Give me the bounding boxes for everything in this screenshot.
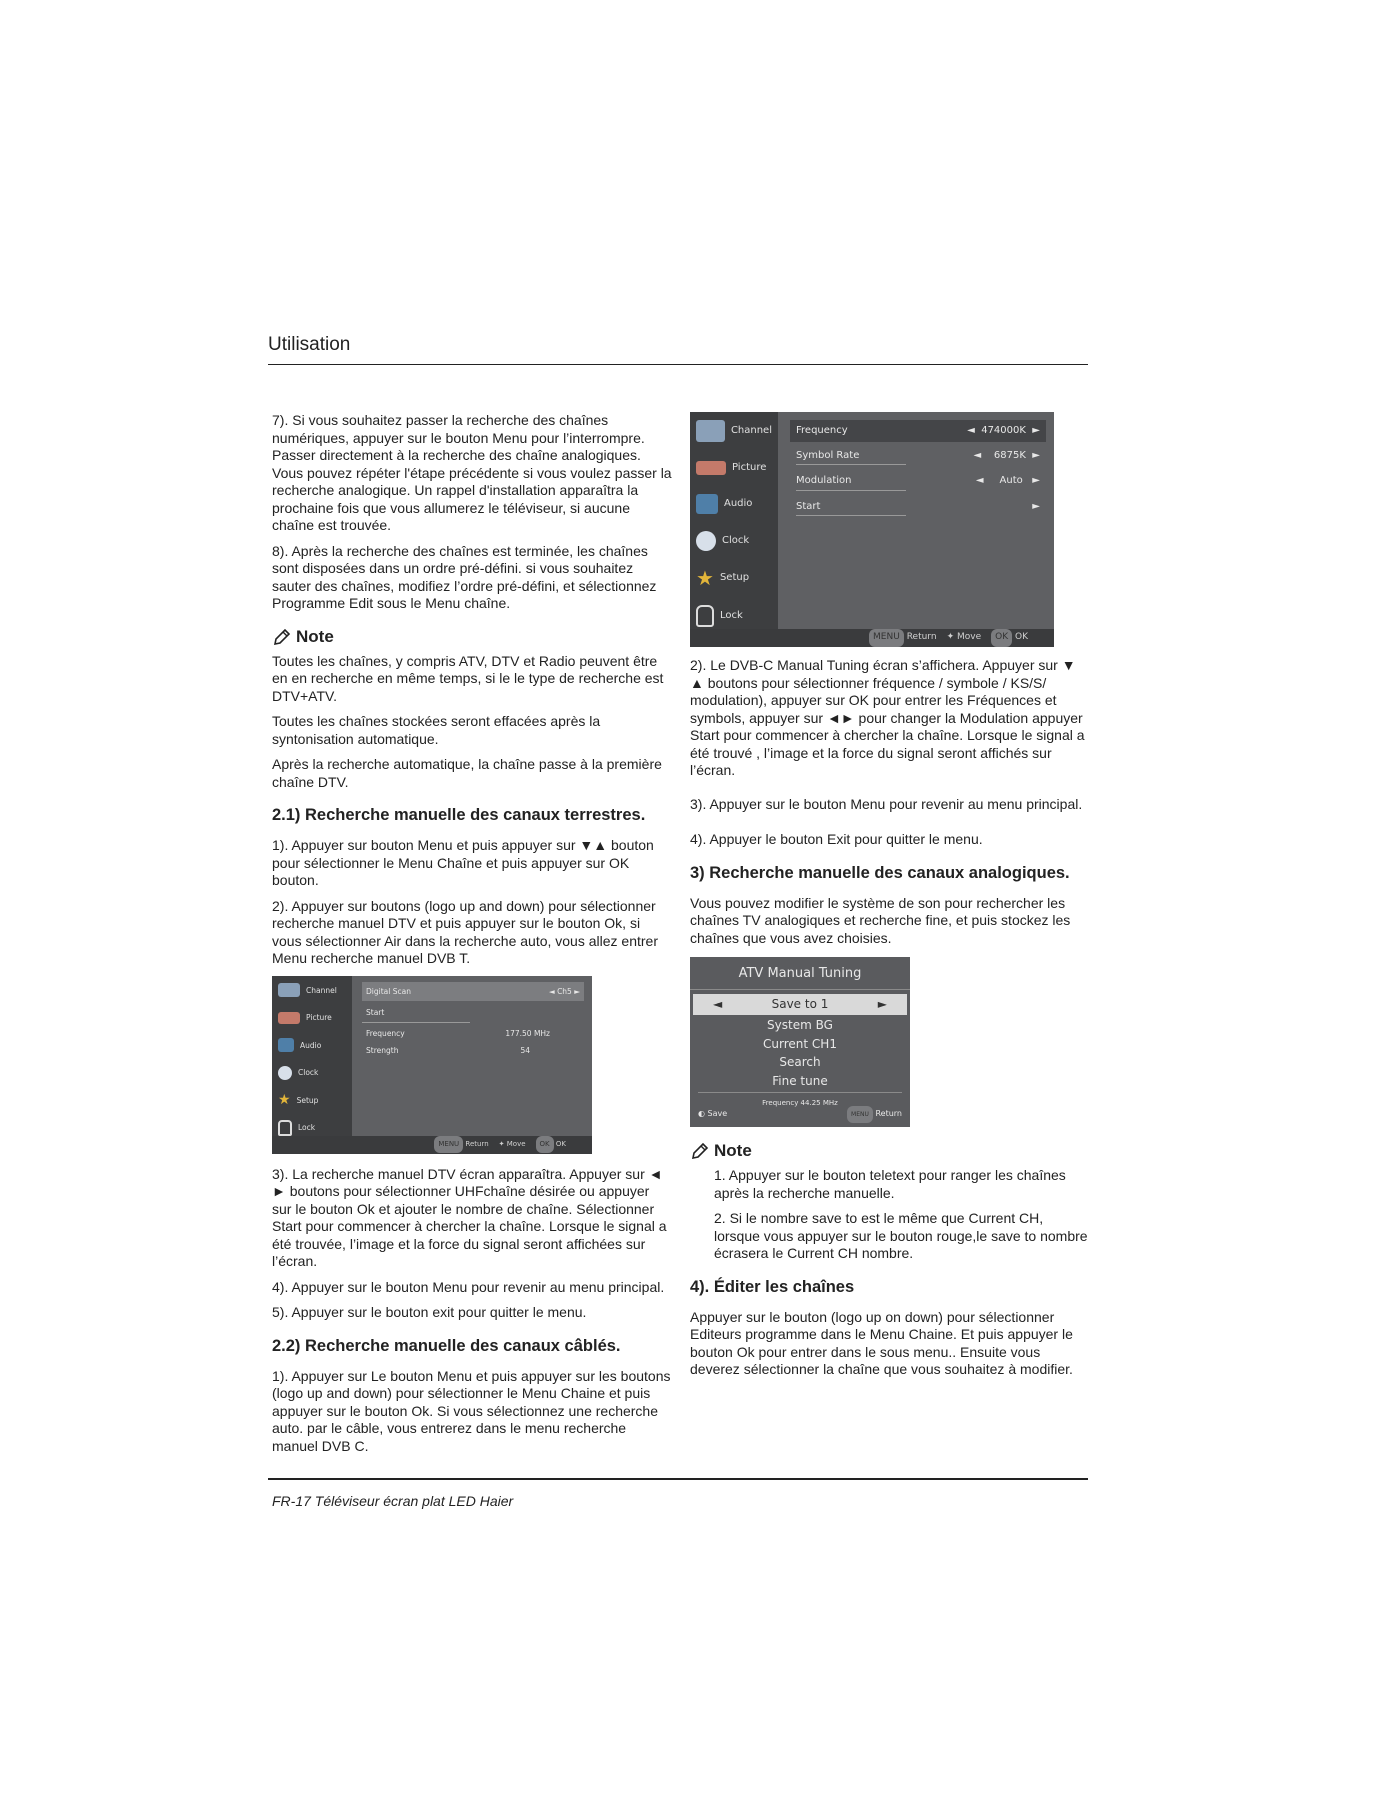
row-label: Modulation <box>796 472 906 491</box>
audio-icon <box>278 1038 294 1052</box>
heading-2-2: 2.2) Recherche manuelle des canaux câblés. <box>272 1336 621 1355</box>
right-column <box>690 412 1090 1387</box>
arrow-right-icon: ► <box>574 986 580 996</box>
return-label: Return <box>875 1108 902 1118</box>
left-column <box>272 412 672 1463</box>
paragraph-3: Vous pouvez modifier le système de son pour rechercher les chaînes TV analogiques et recherche fine, et puis stockez les chaînes que vous avez choisies. <box>690 894 1071 946</box>
picture-icon <box>696 461 726 475</box>
paragraph-4: Appuyer sur le bouton (logo up on down) pour sélectionner Editeurs programme dans le Menu Chaine. Et puis appuyer le bouton Ok pour entrer dans le sous menu.. Ensuite vous deverez sélectionner la chaîne que vous souhaitez à modifier. <box>690 1308 1073 1377</box>
step-2-1-3: 3). La recherche manuel DTV écran apparaîtra. Appuyer sur ◄ ► boutons pour sélectionner UHFchaîne désirée ou appuyer sur le bouton Ok et ajouter le nombre de chaîne. Sélectionner Start pour commencer à chercher la chaîne. Lorsque le signal a été trouvée, l’image et la force du signal seront affichées sur l’écran. <box>272 1165 667 1269</box>
ok-key: OK <box>991 629 1012 647</box>
sidebar-item-channel <box>278 982 346 1000</box>
note-text-2: Toutes les chaînes stockées seront effacées après la syntonisation automatique. <box>272 713 601 747</box>
page-footer: FR-17 Téléviseur écran plat LED Haier <box>272 1493 514 1509</box>
arrow-left-icon: ◄ <box>548 986 555 996</box>
row-value: 6875K <box>993 449 1026 461</box>
note-heading <box>690 1141 1090 1161</box>
arrow-left-icon: ◄ <box>975 475 984 486</box>
header-rule <box>268 364 1088 365</box>
sidebar-label: Audio <box>300 1040 322 1050</box>
note-heading <box>272 627 672 647</box>
clock-icon <box>696 531 716 551</box>
row-label: Frequency <box>796 425 848 436</box>
ok-key: OK <box>536 1136 554 1154</box>
sidebar-item-setup <box>278 1092 346 1110</box>
sidebar-label: Lock <box>720 609 743 621</box>
arrow-left-icon: ◄ <box>967 425 975 436</box>
sidebar-item-picture <box>278 1009 346 1027</box>
sidebar-item-clock <box>696 531 772 551</box>
atv-tuning-screenshot <box>690 957 910 1127</box>
row-label: Start <box>366 1008 385 1017</box>
atv-item-label: Save to 1 <box>771 996 829 1011</box>
star-icon: ★ <box>278 1092 291 1109</box>
heading-3: 3) Recherche manuelle des canaux analogiques. <box>690 863 1070 882</box>
sidebar-label: Channel <box>730 425 772 437</box>
step-2-1-4: 4). Appuyer sur le bouton Menu pour revenir au menu principal. <box>272 1278 665 1295</box>
sidebar-item-audio <box>696 494 772 514</box>
arrow-right-icon: ► <box>1032 475 1040 486</box>
dvbt-row <box>362 1042 584 1060</box>
atv-item-selected <box>693 994 907 1016</box>
row-label: Frequency <box>366 1028 405 1038</box>
sidebar-label: Lock <box>298 1123 316 1132</box>
row-label: Start <box>796 498 906 517</box>
step-2-2-1: 1). Appuyer sur Le bouton Menu et puis appuyer sur les boutons (logo up and down) pour sélectionner le Menu Chaine et puis appuyer sur le bouton Ok. Si vous sélectionnez une recherche auto. par le câble, vous entrerez dans le menu recherche manuel DVB C. <box>272 1367 671 1454</box>
row-value: 474000K <box>981 425 1026 436</box>
sidebar-item-channel <box>696 420 772 442</box>
atv-item: System BG <box>767 1018 833 1032</box>
pencil-icon <box>272 627 292 647</box>
sidebar-label: Setup <box>719 571 750 583</box>
clock-icon <box>278 1066 292 1080</box>
return-label: Return <box>906 632 937 643</box>
step-2-1-2: 2). Appuyer sur boutons (logo up and down) pour sélectionner recherche manuel DTV et puis appuyer sur le bouton Ok, si vous sélectionner Air dans la recherche auto, vous allez entrer Menu recherche manuel DVB T. <box>272 897 658 966</box>
menu-key: MENU <box>434 1136 463 1154</box>
note-label: Note <box>296 626 334 646</box>
row-value: Auto <box>999 475 1023 486</box>
atv-bottom-bar <box>690 1105 910 1124</box>
row-value: 54 <box>520 1046 530 1055</box>
heading-2-1: 2.1) Recherche manuelle des canaux terrestres. <box>272 806 646 824</box>
sidebar-item-lock <box>278 1119 346 1137</box>
ok-label: OK <box>555 1139 566 1148</box>
dvbc-row <box>790 470 1046 493</box>
paragraph-step-8: 8). Après la recherche des chaînes est terminée, les chaînes sont disposées dans un ordre pré-défini. si vous souhaitez sauter des chaînes, modifiez l’ordre pré-défini, et sélectionnez Programme Edit sous le Menu chaîne. <box>272 542 657 611</box>
sidebar-item-clock <box>278 1064 346 1082</box>
note-item-1: 1. Appuyer sur le bouton teletext pour ranger les chaînes après la recherche manuelle. <box>714 1167 1066 1201</box>
row-value: Ch5 <box>557 986 572 996</box>
move-label: Move <box>956 632 982 643</box>
star-icon: ★ <box>696 565 714 590</box>
dvbt-row <box>362 1025 584 1043</box>
step-2-1-1: 1). Appuyer sur bouton Menu et puis appuyer sur ▼▲ bouton pour sélectionner le Menu Chaîne et puis appuyer sur OK bouton. <box>272 837 654 888</box>
sidebar-label: Picture <box>732 462 767 473</box>
sidebar-label: Clock <box>722 534 750 546</box>
lock-icon <box>278 1120 292 1136</box>
step-2-2-2: 2). Le DVB-C Manual Tuning écran s’affichera. Appuyer sur ▼ ▲ boutons pour sélectionner fréquence / symbole / KS/S/ modulation), appuyer sur OK pour entrer les Fréquences et symbols, appuyer sur ◄► pour changer la Modulation appuyer Start pour commencer à chercher la chaîne. Lorsque le signal a été trouvé , l’image et la force du signal seront affichés sur l’écran. <box>690 657 1085 778</box>
note-label: Note <box>714 1141 752 1161</box>
row-label: Symbol Rate <box>796 447 906 466</box>
sidebar-item-audio <box>278 1037 346 1055</box>
save-label: Save <box>707 1108 728 1118</box>
atv-title: ATV Manual Tuning <box>690 957 910 990</box>
move-icon: ✦ <box>946 632 955 643</box>
atv-item: Fine tune <box>772 1073 828 1088</box>
dvbc-row-selected <box>790 420 1046 442</box>
tv-sidebar <box>690 412 778 629</box>
atv-item: Current CH1 <box>763 1036 837 1051</box>
move-icon: ✦ <box>498 1139 505 1148</box>
dvbc-tuning-screenshot <box>690 412 1054 647</box>
sidebar-item-lock <box>696 605 772 627</box>
sidebar-item-picture <box>696 459 772 477</box>
sidebar-label: Audio <box>724 497 753 509</box>
note-item-2: 2. Si le nombre save to est le même que Current CH, lorsque vous appuyer sur le bouton rouge,le save to nombre écrasera le Current CH nombre. <box>714 1210 1088 1261</box>
row-value: 177.50 MHz <box>505 1028 550 1038</box>
channel-icon <box>696 420 725 442</box>
row-label: Strength <box>366 1046 399 1055</box>
atv-frequency: Frequency 44.25 MHz <box>698 1092 902 1113</box>
tv-bottom-bar <box>272 1136 592 1154</box>
dvbt-tuning-screenshot <box>272 976 592 1154</box>
sidebar-label: Setup <box>296 1095 319 1105</box>
step-2-2-3: 3). Appuyer sur le bouton Menu pour revenir au menu principal. <box>690 795 1083 812</box>
arrow-right-icon: ► <box>1032 449 1040 461</box>
dvbt-row <box>362 1004 470 1023</box>
save-icon: ◐ <box>698 1108 705 1118</box>
atv-items <box>690 1016 910 1090</box>
menu-key: MENU <box>869 629 904 647</box>
arrow-left-icon: ◄ <box>713 996 723 1011</box>
ok-label: OK <box>1015 632 1028 643</box>
arrow-right-icon: ► <box>1032 500 1040 512</box>
menu-key: MENU <box>847 1106 873 1124</box>
tv-sidebar <box>272 976 352 1136</box>
dvbt-row-selected <box>362 982 584 1002</box>
step-2-1-5: 5). Appuyer sur le bouton exit pour quitter le menu. <box>272 1304 587 1320</box>
arrow-right-icon: ► <box>877 996 887 1011</box>
move-label: Move <box>506 1139 526 1148</box>
sidebar-label: Channel <box>306 985 337 995</box>
footer-rule <box>268 1478 1088 1480</box>
heading-4: 4). Éditer les chaînes <box>690 1277 855 1296</box>
paragraph-step-7: 7). Si vous souhaitez passer la recherche des chaînes numériques, appuyer sur le bouton Menu pour l’interrompre. Passer directement à la recherche des chaîne analogiques. Vous pouvez répéter l'étape précédente si vous voulez passer la recherche analogique. Un rappel d'installation apparaîtra la prochaine fois que vous allumerez le téléviseur, si aucune chaîne est trouvée. <box>272 412 672 533</box>
row-label: Digital Scan <box>366 986 411 996</box>
dvbc-row <box>790 496 1046 519</box>
dvbc-row <box>790 445 1046 468</box>
sidebar-label: Picture <box>306 1013 332 1022</box>
dvbc-menu <box>790 420 1046 518</box>
arrow-left-icon: ◄ <box>973 449 982 461</box>
note-text-3: Après la recherche automatique, la chaîne passe à la première chaîne DTV. <box>272 756 662 790</box>
section-header: Utilisation <box>268 334 351 355</box>
channel-icon <box>278 983 300 997</box>
atv-item: Search <box>779 1055 821 1069</box>
sidebar-item-setup <box>696 565 772 590</box>
pencil-icon <box>690 1141 710 1161</box>
lock-icon <box>696 605 714 627</box>
dvbt-menu <box>362 982 584 1060</box>
tv-bottom-bar <box>690 629 1054 647</box>
return-label: Return <box>465 1139 489 1148</box>
note-text-1: Toutes les chaînes, y compris ATV, DTV et Radio peuvent être en en recherche en même temps, si le le type de recherche est DTV+ATV. <box>272 652 664 704</box>
audio-icon <box>696 494 718 514</box>
arrow-right-icon: ► <box>1032 425 1040 436</box>
picture-icon <box>278 1012 300 1024</box>
step-2-2-4: 4). Appuyer le bouton Exit pour quitter le menu. <box>690 831 983 847</box>
sidebar-label: Clock <box>298 1068 319 1077</box>
